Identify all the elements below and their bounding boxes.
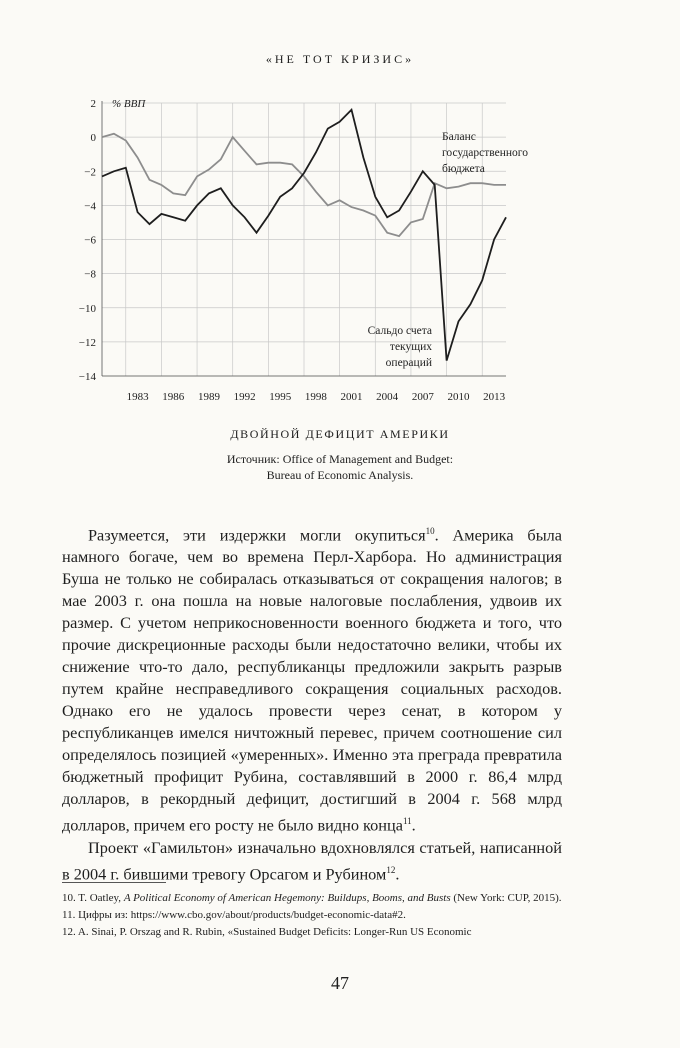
footnotes xyxy=(62,891,562,942)
text-run: Проект «Гамильтон» изначально вдохновлялся статьей, написанной в 2004 г. бившими тревогу Орсагом и Рубином xyxy=(62,837,562,884)
x-tick-label: 2004 xyxy=(376,391,399,403)
body-text xyxy=(62,520,562,885)
chart-source-line: Источник: Office of Management and Budget: xyxy=(226,452,454,466)
text-run: 10. T. Oatley, xyxy=(62,892,124,904)
x-tick-label: 1992 xyxy=(233,391,256,403)
paragraph xyxy=(62,520,562,837)
footnote-ref: 11 xyxy=(402,816,412,827)
x-tick-label: 1989 xyxy=(197,391,220,403)
x-tick-label: 2013 xyxy=(483,391,506,403)
twin-deficit-chart xyxy=(0,0,680,420)
budget-balance-label: бюджета xyxy=(442,163,485,175)
text-run: . xyxy=(395,864,400,884)
budget-balance-label: государственного xyxy=(442,147,528,159)
x-tick-label: 1983 xyxy=(126,391,149,403)
x-tick-label: 2010 xyxy=(447,391,470,403)
budget-balance-label: Баланс xyxy=(442,131,476,143)
y-tick-label: −4 xyxy=(84,200,96,213)
y-tick-label: −2 xyxy=(84,166,96,179)
footnote-ref: 10 xyxy=(425,526,435,536)
running-head: «НЕ ТОТ КРИЗИС» xyxy=(265,52,415,66)
chart-title: ДВОЙНОЙ ДЕФИЦИТ АМЕРИКИ xyxy=(230,427,450,441)
paragraph xyxy=(62,837,562,885)
x-tick-label: 2007 xyxy=(411,391,434,403)
x-tick-label: 2001 xyxy=(340,391,363,403)
footnote xyxy=(62,908,562,923)
x-tick-label: 1986 xyxy=(162,391,185,403)
y-tick-label: −10 xyxy=(78,302,96,315)
text-run: . Америка была намного богаче, чем во времена Перл-Харбора. Но администрация Буша не только не собиралась отказываться от сокращения налогов; в мае 2003 г. она пошла на новые налоговые послабления, удвоив их размер. С учетом неприкосновенности военного бюджета и того, что прочие дискреционные расходы были недостаточно велики, чтобы их снижение что-то дало, республиканцы предложили закрыть разрыв путем крайне несправедливого сокращения социальных расходов. Однако его не удалось провести через сенат, в котором у республиканцев имелся ничтожный перевес, причем соотношение сил определялось позицией «умеренных». Именно эта преграда превратила бюджетный профицит Рубина, составлявший в 2000 г. 86,4 млрд долларов, в рекордный дефицит, достигший в 2004 г. 568 млрд долларов, причем его росту не было видно конца xyxy=(62,525,562,835)
x-tick-label: 1995 xyxy=(269,391,292,403)
current-account-label: Сальдо счета xyxy=(367,325,432,337)
y-tick-label: −8 xyxy=(84,268,96,281)
y-tick-label: −14 xyxy=(78,371,96,383)
y-axis-label: % ВВП xyxy=(112,98,146,110)
chart-source-line: Bureau of Economic Analysis. xyxy=(266,468,414,482)
y-tick-label: −12 xyxy=(78,336,96,349)
text-run: Разумеется, эти издержки могли окупиться xyxy=(88,525,426,545)
chart-axes xyxy=(79,98,506,403)
footnote-ref: 12 xyxy=(386,864,396,875)
text-run: 11. Цифры из: https://www.cbo.gov/about/products/budget-economic-data#2. xyxy=(62,909,406,921)
text-run: 12. A. Sinai, P. Orszag and R. Rubin, «Sustained Budget Deficits: Longer-Run US Economic xyxy=(62,926,472,938)
chart-labels xyxy=(368,131,529,369)
y-tick-label: 2 xyxy=(90,98,96,110)
text-run: . xyxy=(411,815,416,835)
text-run: (New York: CUP, 2015). xyxy=(450,892,562,904)
footnote xyxy=(62,925,562,940)
y-tick-label: −6 xyxy=(84,234,96,247)
page-number: 47 xyxy=(331,973,349,993)
footnote-divider xyxy=(62,882,166,883)
x-tick-label: 1998 xyxy=(304,391,327,403)
y-tick-label: 0 xyxy=(90,132,96,145)
italic-title: A Political Economy of American Hegemony: Buildups, Booms, and Busts xyxy=(123,892,451,904)
current-account-label: текущих xyxy=(389,341,432,353)
chart-source xyxy=(150,451,530,483)
current-account-label: операций xyxy=(385,357,432,369)
footnote xyxy=(62,891,562,906)
